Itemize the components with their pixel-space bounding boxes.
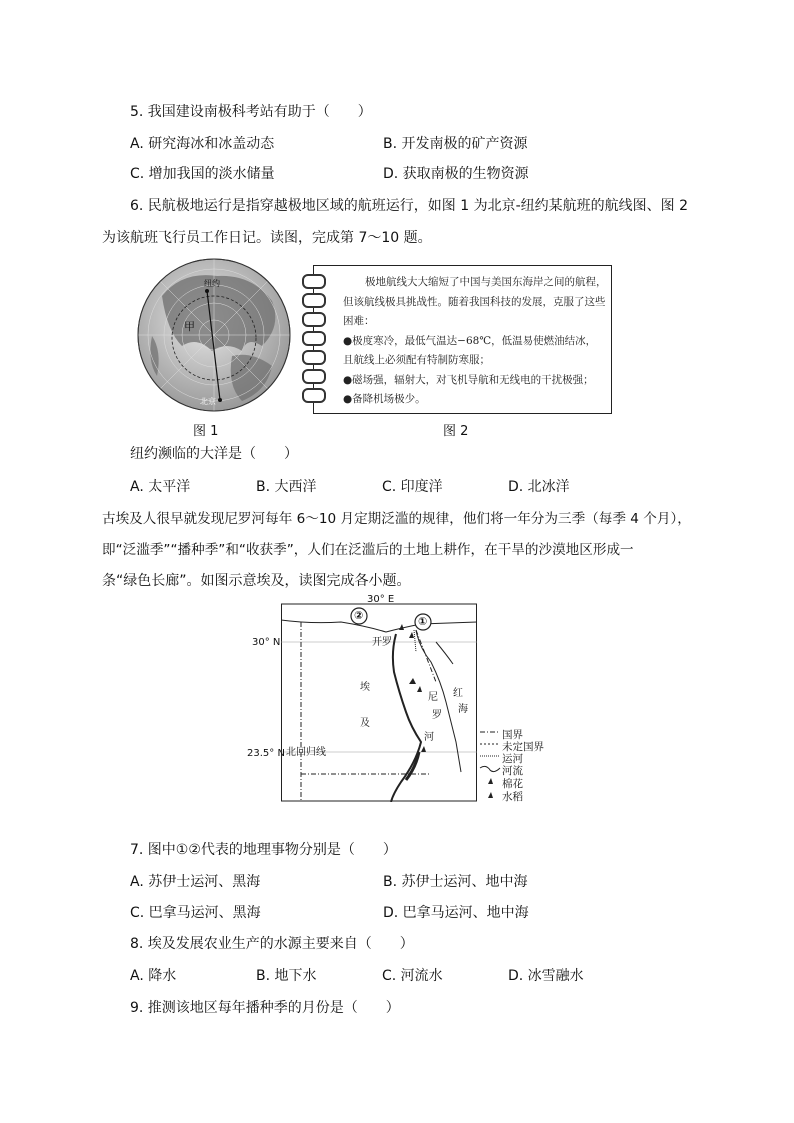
fig1-caption: 图 1 — [193, 424, 219, 439]
fig2-line-7: ●备降机场极少。 — [343, 393, 426, 405]
q5-option-d[interactable]: D. 获取南极的生物资源 — [383, 166, 529, 182]
legend-cotton: 棉花 — [502, 778, 523, 790]
q8-stem: 8. 埃及发展农业生产的水源主要来自（ ） — [130, 936, 414, 952]
map-lat23-label: 23.5° N — [247, 748, 285, 759]
map-lat30-label: 30° N — [252, 637, 281, 648]
map-nile-3: 河 — [424, 732, 434, 743]
map-circle1: ① — [418, 615, 428, 628]
q8-option-d[interactable]: D. 冰雪融水 — [508, 968, 584, 984]
notebook-ring — [302, 293, 326, 308]
q8-option-c[interactable]: C. 河流水 — [382, 968, 443, 984]
q7-stem: 7. 图中①②代表的地理事物分别是（ ） — [130, 842, 397, 858]
legend-border: 国界 — [502, 729, 523, 741]
map-red-2: 海 — [458, 704, 468, 715]
q6-option-d[interactable]: D. 北冰洋 — [508, 479, 570, 495]
q8-option-a[interactable]: A. 降水 — [130, 968, 177, 984]
q8-option-b[interactable]: B. 地下水 — [256, 968, 317, 984]
egypt-map — [281, 602, 481, 802]
notebook-ring — [302, 331, 326, 346]
q6-sub-stem: 纽约濒临的大洋是（ ） — [130, 446, 298, 462]
notebook-ring — [302, 350, 326, 365]
notebook-ring — [302, 312, 326, 327]
q6-option-a[interactable]: A. 太平洋 — [130, 479, 191, 495]
fig2-line-6: ●磁场强，辐射大，对飞机导航和无线电的干扰极强； — [343, 374, 594, 386]
legend-rice: 水稻 — [502, 791, 523, 803]
notebook-ring — [302, 388, 326, 403]
map-red-1: 红 — [453, 688, 463, 699]
q9-stem: 9. 推测该地区每年播种季的月份是（ ） — [130, 1000, 400, 1016]
fig2-line-2: 但该航线极具挑战性。随着我国科技的发展，克服了这些 — [343, 296, 606, 308]
map-cairo: 开罗 — [372, 637, 392, 648]
map-legend-symbols — [478, 726, 502, 804]
q5-option-a[interactable]: A. 研究海冰和冰盖动态 — [130, 136, 275, 152]
q5-stem: 5. 我国建设南极科考站有助于（ ） — [130, 104, 372, 120]
q7-option-c[interactable]: C. 巴拿马运河、黑海 — [130, 905, 261, 921]
fig1-label-newyork: 纽约 — [204, 279, 220, 288]
map-tropic-label: 北回归线 — [286, 747, 326, 758]
legend-undefined-border: 未定国界 — [502, 741, 544, 753]
fig2-caption: 图 2 — [443, 424, 469, 439]
fig2-line-4: ●极度寒冷，最低气温达−68℃，低温易使燃油结冰， — [343, 335, 597, 347]
egypt-intro-line2: 即“泛滥季”“播种季”和“收获季”，人们在泛滥后的土地上耕作，在干旱的沙漠地区形成一 — [102, 542, 634, 558]
q5-option-b[interactable]: B. 开发南极的矿产资源 — [383, 136, 528, 152]
map-nile-2: 罗 — [432, 710, 442, 721]
notebook-ring — [302, 369, 326, 384]
map-egypt-1: 埃 — [360, 682, 370, 693]
q7-option-b[interactable]: B. 苏伊士运河、地中海 — [383, 874, 528, 890]
map-nile-1: 尼 — [428, 692, 438, 703]
map-circle2: ② — [354, 609, 364, 622]
q6-option-c[interactable]: C. 印度洋 — [382, 479, 443, 495]
fig1-label-beijing: 北京 — [200, 397, 216, 406]
q7-option-d[interactable]: D. 巴拿马运河、地中海 — [383, 905, 529, 921]
fig2-line-5: 且航线上必须配有特制防寒服； — [343, 354, 490, 366]
legend-canal: 运河 — [502, 753, 523, 765]
legend-river: 河流 — [502, 765, 523, 777]
map-lon-label: 30° E — [367, 594, 395, 605]
notebook-ring — [302, 274, 326, 289]
q6-stem-line2: 为该航班飞行员工作日记。读图，完成第 7～10 题。 — [102, 230, 432, 246]
map-egypt-2: 及 — [360, 718, 370, 729]
q7-option-a[interactable]: A. 苏伊士运河、黑海 — [130, 874, 261, 890]
q6-option-b[interactable]: B. 大西洋 — [256, 479, 317, 495]
egypt-intro-line1: 古埃及人很早就发现尼罗河每年 6～10 月定期泛滥的规律，他们将一年分为三季（每季 4 个月）， — [102, 511, 691, 527]
fig2-line-3: 困难： — [343, 315, 375, 327]
q5-option-c[interactable]: C. 增加我国的淡水储量 — [130, 166, 275, 182]
fig1-label-jia: 甲 — [184, 320, 195, 333]
q6-stem-line1: 6. 民航极地运行是指穿越极地区域的航班运行，如图 1 为北京-纽约某航班的航线图、图 2 — [130, 198, 689, 214]
egypt-intro-line3: 条“绿色长廊”。如图示意埃及，读图完成各小题。 — [102, 573, 411, 589]
fig2-line-1: 极地航线大大缩短了中国与美国东海岸之间的航程， — [365, 276, 607, 288]
